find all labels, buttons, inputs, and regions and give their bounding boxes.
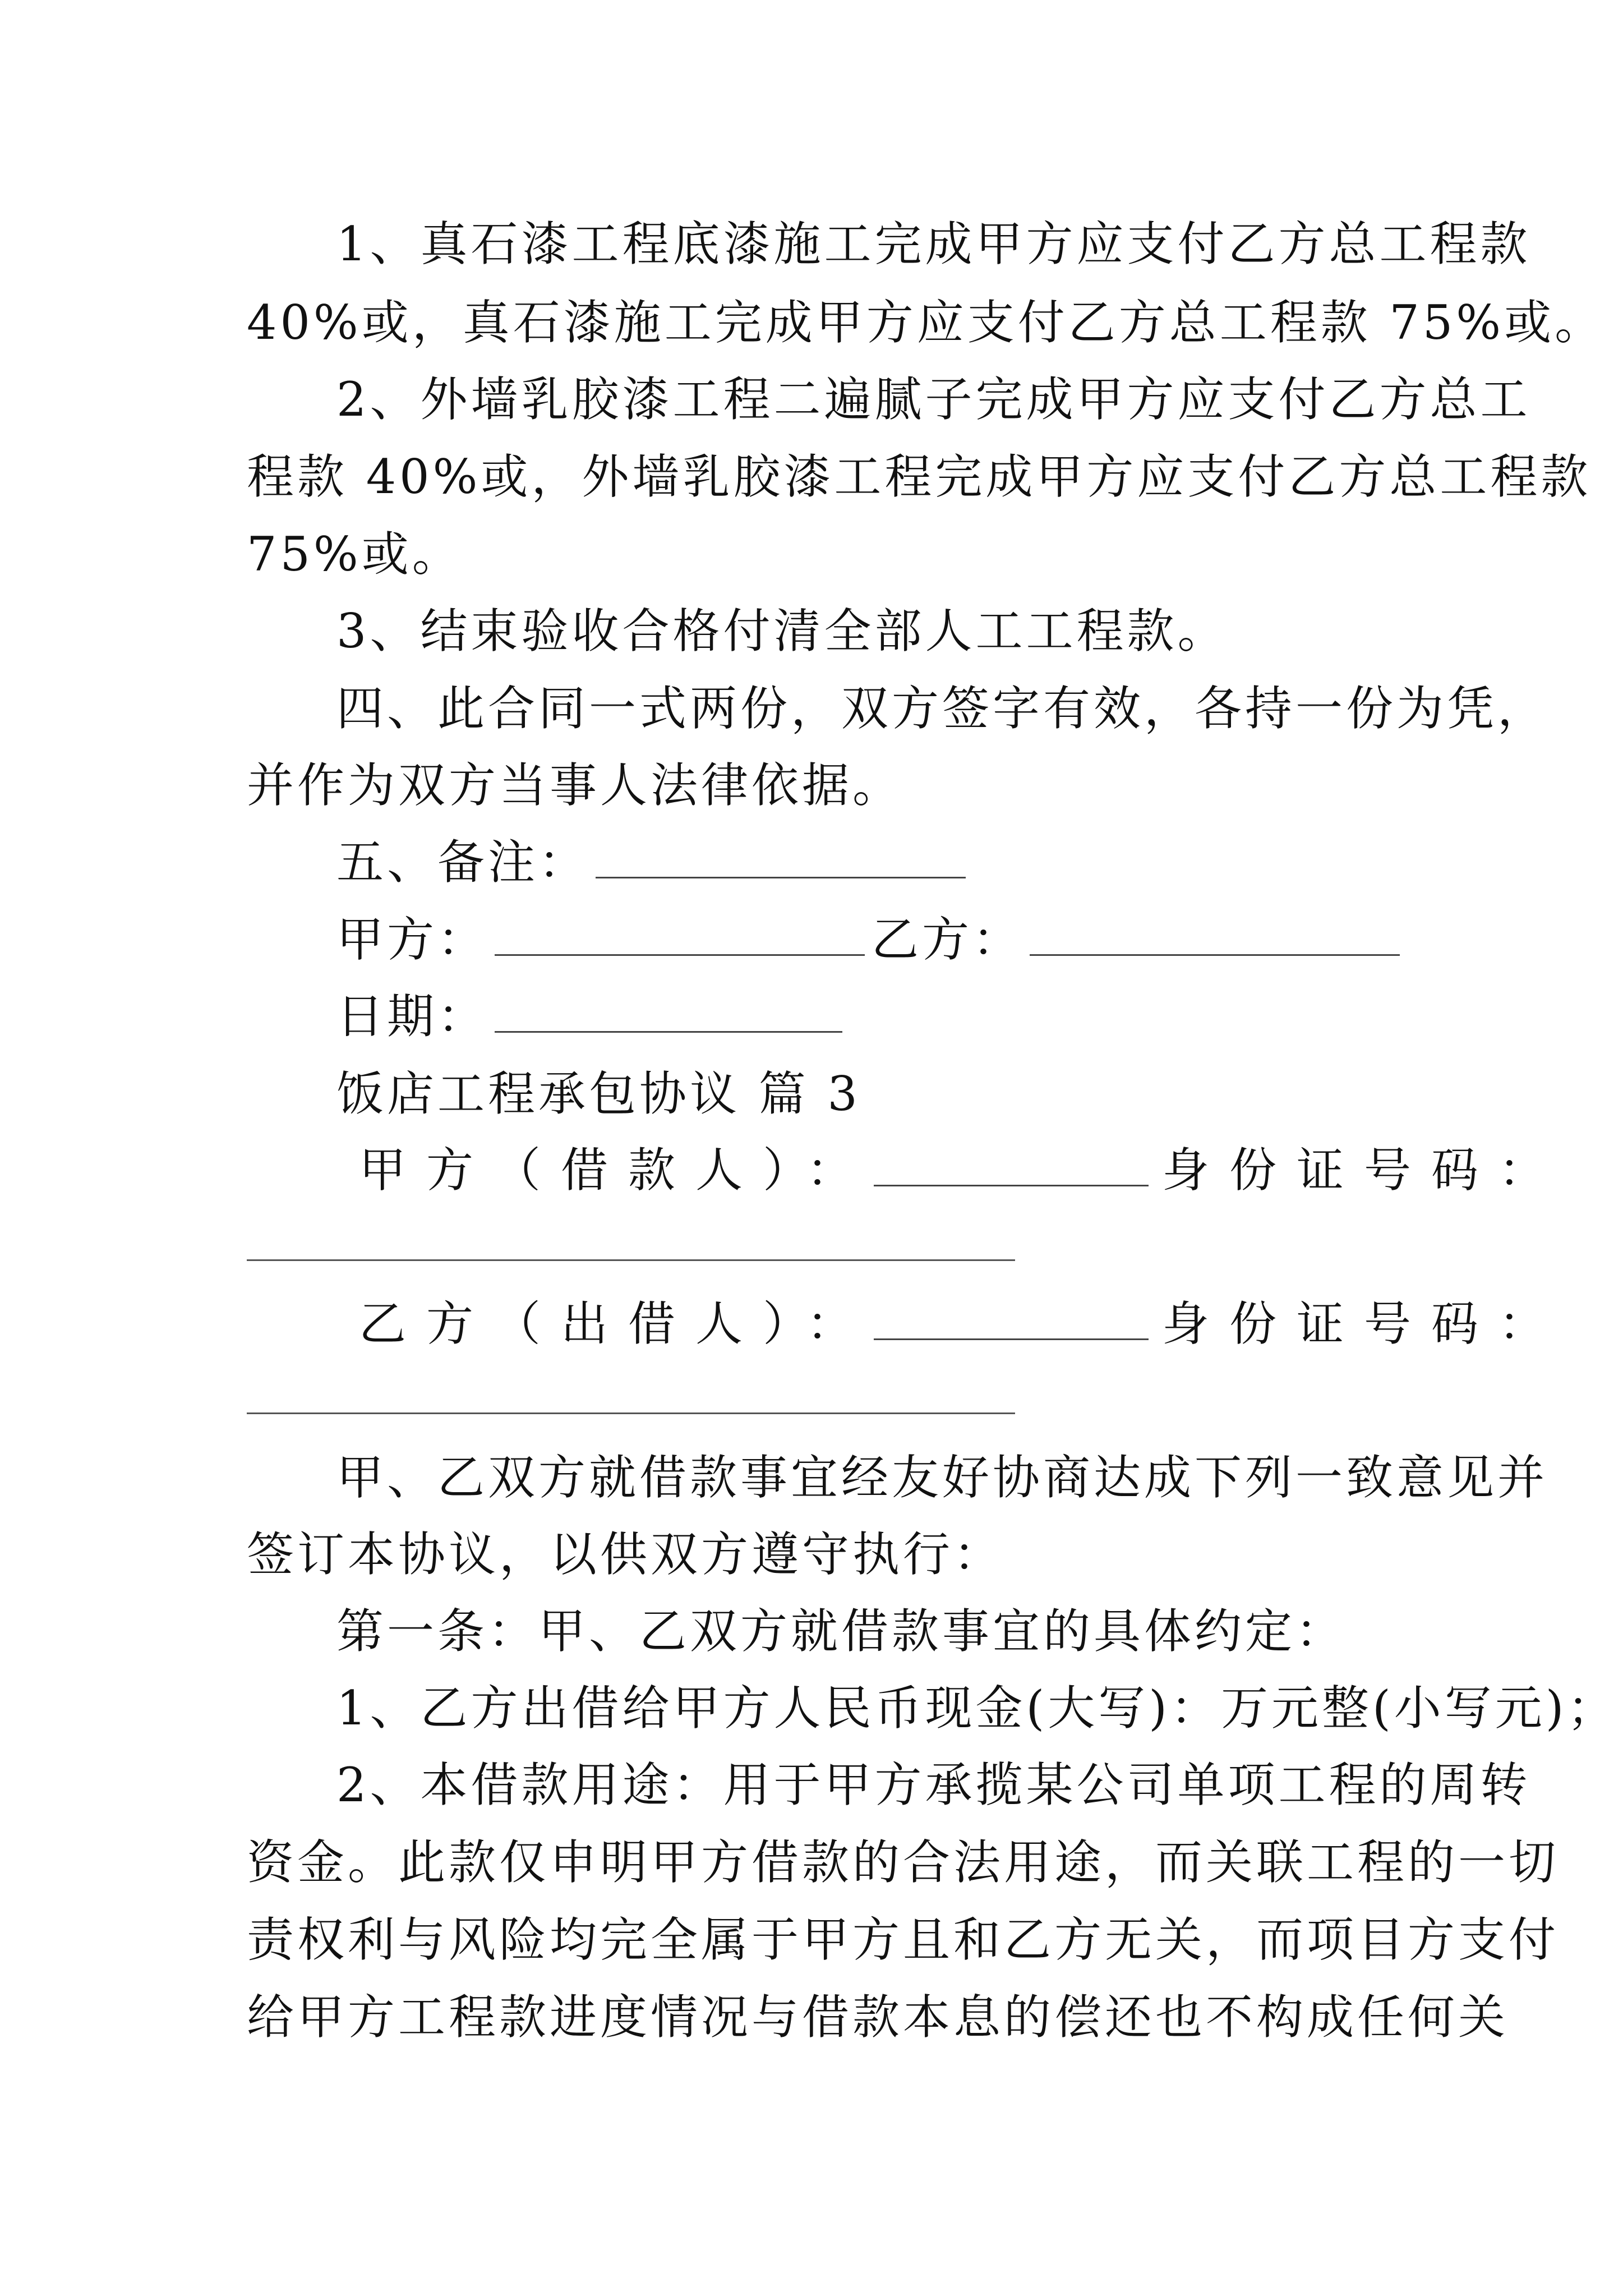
agreement-intro-line-1: 甲、乙双方就借款事宜经友好协商达成下列一致意见并 <box>336 1450 1548 1505</box>
borrower-id-blank[interactable] <box>247 1259 1015 1261</box>
remark-label: 五、备注： <box>336 835 589 890</box>
date-label: 日期： <box>336 989 488 1044</box>
clause-4-line-2: 并作为双方当事人法律依据。 <box>247 758 903 813</box>
loan-item-2-line-3: 责权利与风险均完全属于甲方且和乙方无关，而项目方支付 <box>247 1912 1560 1967</box>
lender-label: 乙方（出借人）： <box>359 1296 874 1351</box>
payment-term-2-line-3: 75%或。 <box>247 527 463 582</box>
agreement-intro-line-2: 签订本协议，以供双方遵守执行： <box>247 1527 1004 1582</box>
clause-4-line-1: 四、此合同一式两份，双方签字有效，各持一份为凭， <box>336 681 1548 736</box>
party-a-blank[interactable] <box>495 915 865 956</box>
payment-term-2-line-1: 2、外墙乳胶漆工程二遍腻子完成甲方应支付乙方总工 <box>336 372 1531 427</box>
party-a-label: 甲方： <box>336 912 488 967</box>
payment-term-1-line-1: 1、真石漆工程底漆施工完成甲方应支付乙方总工程款 <box>336 217 1531 272</box>
remark-line <box>336 834 972 890</box>
lender-id-blank[interactable] <box>247 1412 1015 1414</box>
section-heading: 饭店工程承包协议 篇 3 <box>336 1066 861 1121</box>
payment-term-2-line-2: 程款 40%或，外墙乳胶漆工程完成甲方应支付乙方总工程款 <box>247 449 1592 504</box>
signature-line <box>336 912 1407 968</box>
borrower-line <box>359 1142 1566 1198</box>
borrower-label: 甲方（借款人）： <box>359 1143 874 1198</box>
party-b-label: 乙方： <box>872 912 1023 967</box>
loan-item-2-line-4: 给甲方工程款进度情况与借款本息的偿还也不构成任何关 <box>247 1990 1509 2045</box>
article-1-heading: 第一条：甲、乙双方就借款事宜的具体约定： <box>336 1604 1347 1659</box>
date-blank[interactable] <box>495 992 842 1033</box>
remark-blank[interactable] <box>596 838 966 878</box>
payment-term-3: 3、结束验收合格付清全部人工工程款。 <box>336 604 1228 659</box>
lender-line <box>359 1296 1566 1352</box>
date-line <box>336 988 849 1045</box>
borrower-id-label: 身份证号码： <box>1162 1143 1566 1198</box>
borrower-blank[interactable] <box>874 1145 1149 1186</box>
loan-item-2-line-1: 2、本借款用途：用于甲方承揽某公司单项工程的周转 <box>336 1757 1531 1812</box>
payment-term-1-line-2: 40%或，真石漆施工完成甲方应支付乙方总工程款 75%或。 <box>247 295 1606 350</box>
lender-blank[interactable] <box>874 1299 1149 1340</box>
loan-item-1: 1、乙方出借给甲方人民币现金(大写)：万元整(小写元)； <box>336 1681 1618 1736</box>
party-b-blank[interactable] <box>1030 915 1400 956</box>
lender-id-label: 身份证号码： <box>1162 1296 1566 1351</box>
loan-item-2-line-2: 资金。此款仅申明甲方借款的合法用途，而关联工程的一切 <box>247 1835 1560 1890</box>
